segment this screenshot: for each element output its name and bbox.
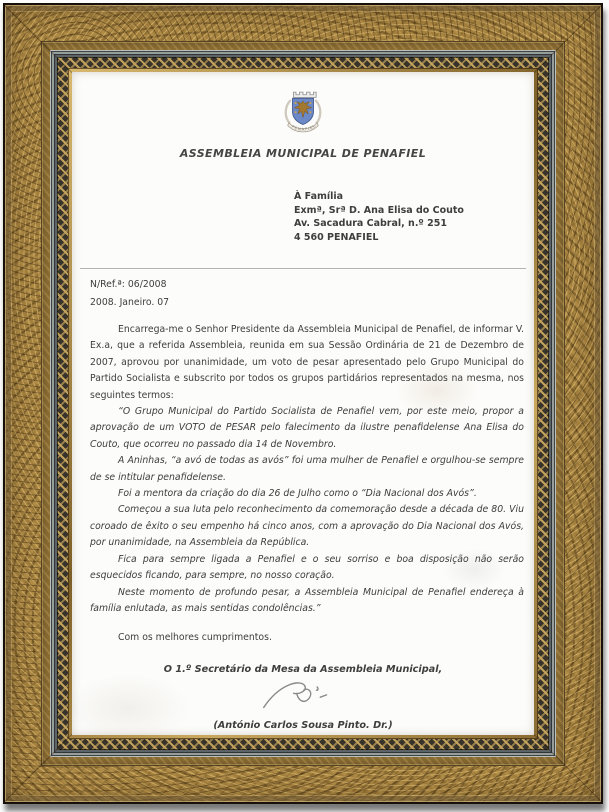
letter-paragraph: “O Grupo Municipal do Partido Socialista de Penafiel vem, por este meio, propor a aprovação de um VOTO de PESAR pelo falecimento da ilustre penafidelense Ana Elisa do Couto, que ocorreu no passado dia 14 de Novembro.: [90, 406, 524, 450]
divider-rule: [80, 268, 526, 269]
frame-bronze-band: [41, 41, 565, 766]
frame-gold-trim: [68, 68, 538, 739]
signer-name: (António Carlos Sousa Pinto. Dr.): [213, 720, 393, 732]
organization-title: ASSEMBLEIA MUNICIPAL DE PENAFIEL: [179, 147, 427, 160]
recipient-line-name: Exmª, Srª D. Ana Elisa do Couto: [294, 204, 464, 216]
recipient-line-city: 4 560 PENAFIEL: [294, 231, 379, 243]
letter-body: [90, 322, 524, 617]
recipient-line-family: À Família: [294, 191, 344, 202]
letter-paragraph: Fica para sempre ligada a Penafiel e o seu sorriso e boa disposição não serão esquecidos ficando, para sempre, no nosso coração.: [90, 553, 524, 582]
picture-frame-gold-band: [3, 3, 603, 804]
reference-number: N/Ref.ª: 06/2008: [90, 279, 167, 290]
reference-block: [90, 276, 534, 311]
crest-banner-text: PENAFIEL: [290, 122, 317, 132]
frame-miter-bottom-right: [533, 734, 602, 803]
frame-miter-top-right: [533, 4, 602, 73]
letter-paragraph: Neste momento de profundo pesar, a Assembleia Municipal de Penafiel endereça à família enlutada, as mais sentidas condolências.”: [90, 586, 524, 614]
letter-paper: [72, 72, 534, 735]
letter-paragraph: A Aninhas, “a avó de todas as avós” foi uma mulher de Penafiel e orgulhou-se sempre de se intitular penafidelense.: [90, 455, 524, 483]
frame-carved-band: [57, 57, 549, 750]
penafiel-coat-of-arms-icon: [275, 86, 331, 142]
frame-gray-band: [50, 50, 556, 757]
signer-title: O 1.º Secretário da Mesa da Assembleia Municipal,: [163, 664, 443, 676]
closing-line: Com os melhores cumprimentos.: [118, 632, 272, 644]
recipient-line-street: Av. Sacadura Cabral, n.º 251: [294, 218, 447, 229]
frame-miter-bottom-left: [3, 734, 72, 803]
letter-paragraph: Encarrega-me o Senhor Presidente da Assembleia Municipal de Penafiel, de informar V. Ex.a, que a referida Assembleia, reunida em sua Sessão Ordinária de 21 de Dezembro de 2007, aprovou por unanimidade, um voto de pesar apresentado pelo Grupo Municipal do Partido Socialista e subscrito por todos os grupos partidários representados na mesma, nos seguintes termos:: [90, 324, 524, 401]
letter-paragraph: Foi a mentora da criação do dia 26 de Julho como o “Dia Nacional dos Avós”.: [118, 488, 477, 500]
letter-date: 2008. Janeiro. 07: [90, 296, 170, 308]
letter-paragraph: Começou a sua luta pelo reconhecimento da comemoração desde a década de 80. Viu coroado de êxito o seu empenho há cinco anos, com a aprovação do Dia Nacional dos Avós, por unanimidade, na Assembleia da República.: [90, 504, 524, 549]
handwritten-signature-icon: [247, 676, 359, 720]
recipient-address-block: [294, 190, 534, 244]
frame-miter-top-left: [3, 4, 72, 73]
